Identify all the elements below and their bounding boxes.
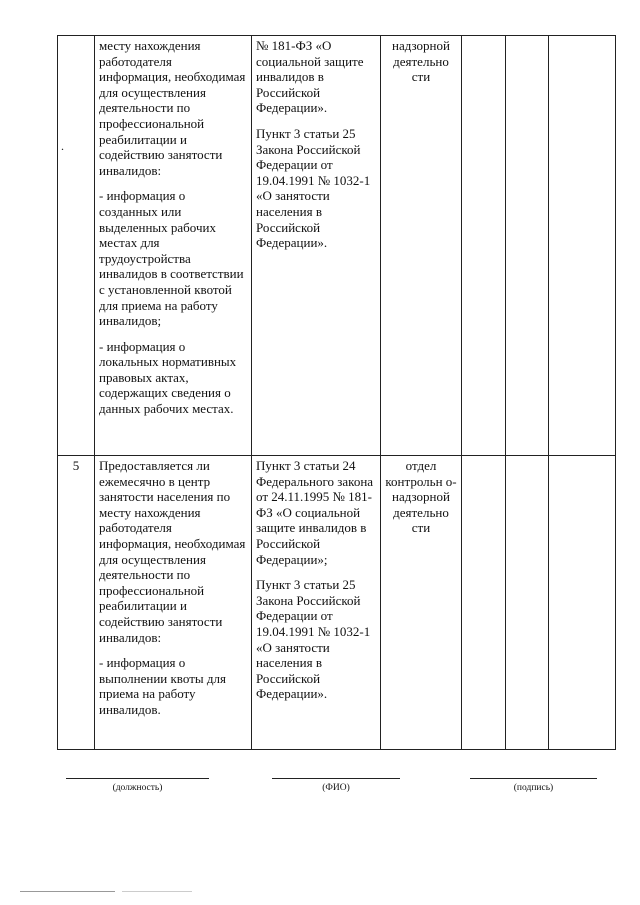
legal-basis-paragraph: Пункт 3 статьи 24 Федерального закона от 24.11.1995 № 181-ФЗ «О социальной защите инвалидов в Российской Федерации»; xyxy=(256,458,374,567)
department-text: надзорной деятельно сти xyxy=(392,38,450,85)
position-signature-line xyxy=(66,778,209,793)
table-row xyxy=(58,36,616,456)
row-number xyxy=(58,36,94,41)
question-paragraph: - информация о созданных или выделенных рабочих местах для трудоустройства инвалидов в соответствии с установленной квотой для приема на работу инвалидов; xyxy=(99,188,244,329)
row-number: 5 xyxy=(72,458,80,473)
legal-basis-paragraph: Пункт 3 статьи 25 Закона Российской Федерации от 19.04.1991 № 1032-1 «О занятости населения в Российской Федерации». xyxy=(256,125,371,251)
checklist-table xyxy=(57,35,616,750)
empty-cell xyxy=(549,36,616,456)
signature-line xyxy=(470,778,597,793)
legal-basis-cell xyxy=(252,36,381,456)
row-number-cell xyxy=(58,36,95,456)
department-cell xyxy=(381,36,462,456)
name-signature-line xyxy=(272,778,400,793)
question-paragraph: - информация о локальных нормативных правовых актах, содержащих сведения о данных рабочих местах. xyxy=(99,338,237,417)
question-paragraph: месту нахождения работодателя информация, необходимая для осуществления деятельности по профессиональной реабилитации и содействию занятости инвалидов: xyxy=(99,38,246,178)
empty-cell xyxy=(462,36,506,456)
table-row xyxy=(58,456,616,750)
position-caption: (должность) xyxy=(112,783,163,793)
row-number-cell xyxy=(58,456,95,750)
question-cell xyxy=(95,456,252,750)
empty-cell xyxy=(506,36,549,456)
scan-artifact xyxy=(122,891,192,892)
department-cell xyxy=(381,456,462,750)
empty-cell xyxy=(506,456,549,750)
signature-caption: (подпись) xyxy=(513,783,554,793)
question-paragraph: - информация о выполнении квоты для приема на работу инвалидов. xyxy=(99,655,226,717)
question-paragraph: Предоставляется ли ежемесячно в центр занятости населения по месту нахождения работодателя информация, необходимая для осуществления деятельности по профессиональной реабилитации и содействию занятости инвалидов: xyxy=(99,458,246,645)
legal-basis-cell xyxy=(252,456,381,750)
name-caption: (ФИО) xyxy=(322,783,350,793)
department-text: отдел контрольн о-надзорной деятельно сти xyxy=(385,458,457,536)
legal-basis-paragraph: Пункт 3 статьи 25 Закона Российской Федерации от 19.04.1991 № 1032-1 «О занятости населения в Российской Федерации». xyxy=(256,577,371,702)
margin-mark: . xyxy=(61,139,64,153)
question-cell xyxy=(95,36,252,456)
empty-cell xyxy=(462,456,506,750)
legal-basis-paragraph: № 181-ФЗ «О социальной защите инвалидов в Российской Федерации». xyxy=(256,38,364,116)
empty-cell xyxy=(549,456,616,750)
scan-artifact xyxy=(20,891,115,892)
